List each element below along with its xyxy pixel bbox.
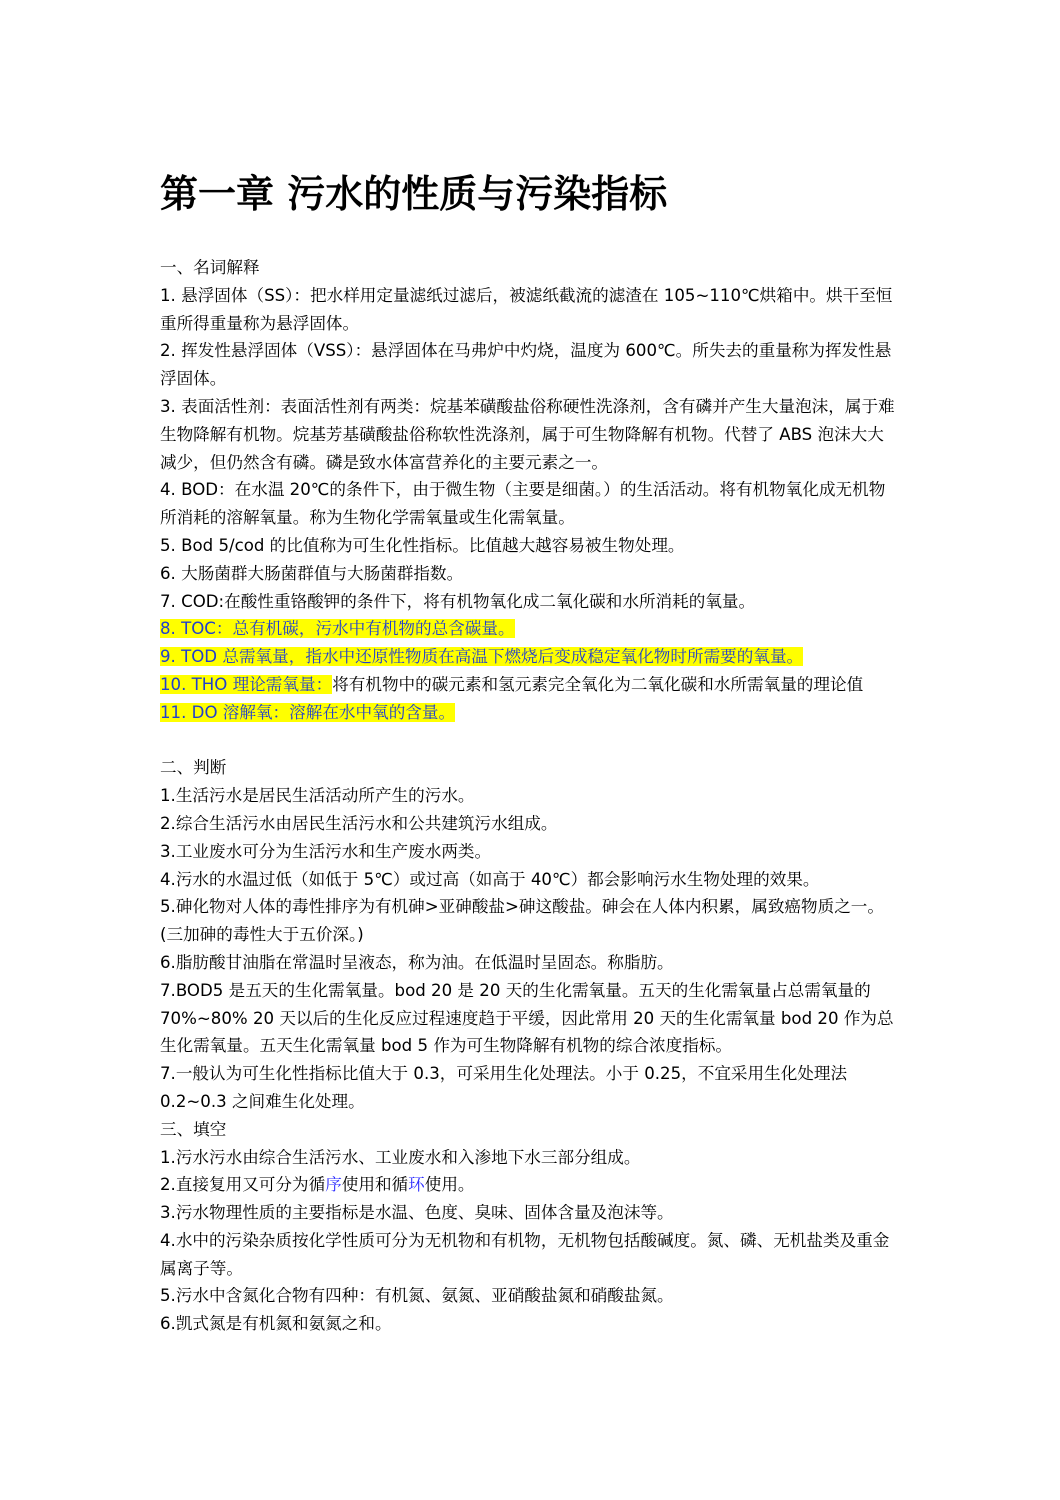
definition-text: 将有机物中的碳元素和氢元素完全氧化为二氧化碳和水所需氧量的理论值: [332, 674, 864, 694]
highlighted-text: 11. DO 溶解氧：溶解在水中氧的含量。: [160, 702, 456, 722]
fill-in-item: 4.水中的污染杂质按化学性质可分为无机物和有机物，无机物包括酸碱度。氮、磷、无机盐类及重金属离子等。: [160, 1230, 890, 1278]
definition-item: 6. 大肠菌群大肠菌群值与大肠菌群指数。: [160, 563, 464, 583]
definition-item: 3. 表面活性剂：表面活性剂有两类：烷基苯磺酸盐俗称硬性洗涤剂，含有磷并产生大量泡沫，属于难生物降解有机物。烷基芳基磺酸盐俗称软性洗涤剂，属于可生物降解有机物。代替了 ABS 泡沫大大减少，但仍然含有磷。磷是致水体富营养化的主要元素之一。: [160, 396, 895, 472]
judgement-item: 5.砷化物对人体的毒性排序为有机砷>亚砷酸盐>砷这酸盐。砷会在人体内积累，属致癌物质之一。(三加砷的毒性大于五价深。): [160, 897, 884, 945]
definition-item: 7. COD:在酸性重铬酸钾的条件下，将有机物氧化成二氧化碳和水所消耗的氧量。: [160, 591, 756, 611]
chapter-title: 第一章 污水的性质与污染指标: [160, 172, 668, 216]
judgement-item: 1.生活污水是居民生活活动所产生的污水。: [160, 786, 475, 806]
fill-in-text: 使用。: [424, 1175, 475, 1195]
judgement-item: 7.BOD5 是五天的生化需氧量。bod 20 是 20 天的生化需氧量。五天的生化需氧量占总需氧量的 70%~80% 20 天以后的生化反应过程速度趋于平缓，因此常用 20 天的生化需氧量 bod 20 作为总生化需氧量。五天生化需氧量 bod 5 作为可生物降解有机物的综合浓度指标。: [160, 980, 894, 1056]
highlighted-text: 9. TOD 总需氧量，指水中还原性物质在高温下燃烧后变成稳定氧化物时所需要的氧量。: [160, 647, 804, 667]
document-body: [160, 254, 900, 1338]
definition-item: 1. 悬浮固体（SS）：把水样用定量滤纸过滤后，被滤纸截流的滤渣在 105~110℃烘箱中。烘干至恒重所得重量称为悬浮固体。: [160, 285, 893, 333]
judgement-item: 7.一般认为可生化性指标比值大于 0.3，可采用生化处理法。小于 0.25，不宜采用生化处理法 0.2~0.3 之间难生化处理。: [160, 1064, 848, 1111]
section-heading-definitions: 一、名词解释: [160, 258, 260, 277]
fill-in-item: 6.凯式氮是有机氮和氨氮之和。: [160, 1314, 392, 1334]
definition-item-highlighted: [160, 643, 900, 671]
section-spacer: [160, 727, 900, 755]
judgement-item: 6.脂肪酸甘油脂在常温时呈液态，称为油。在低温时呈固态。称脂肪。: [160, 952, 674, 972]
judgement-item: 2.综合生活污水由居民生活污水和公共建筑污水组成。: [160, 813, 558, 833]
section-heading-fill-in: 三、填空: [160, 1119, 227, 1139]
fill-in-item: 1.污水污水由综合生活污水、工业废水和入渗地下水三部分组成。: [160, 1147, 641, 1167]
judgement-item: 4.污水的水温过低（如低于 5℃）或过高（如高于 40℃）都会影响污水生物处理的效果。: [160, 869, 820, 889]
definition-item-highlighted: [160, 699, 900, 727]
judgement-item: 3.工业废水可分为生活污水和生产废水两类。: [160, 841, 492, 861]
definition-item: 5. Bod 5/cod 的比值称为可生化性指标。比值越大越容易被生物处理。: [160, 535, 685, 555]
fill-in-blue-text: 序: [325, 1175, 342, 1195]
fill-in-text: 2.直接复用又可分为循: [160, 1175, 326, 1195]
definition-item-highlighted: [160, 615, 900, 643]
definition-item: 2. 挥发性悬浮固体（VSS）：悬浮固体在马弗炉中灼烧，温度为 600℃。所失去的重量称为挥发性悬浮固体。: [160, 341, 892, 389]
fill-in-item: [160, 1171, 900, 1199]
section-heading-judgement: 二、判断: [160, 758, 227, 778]
highlighted-text: 8. TOC：总有机碳，污水中有机物的总含碳量。: [160, 619, 515, 639]
fill-in-item: 5.污水中含氮化合物有四种：有机氮、氨氮、亚硝酸盐氮和硝酸盐氮。: [160, 1286, 674, 1306]
fill-in-item: 3.污水物理性质的主要指标是水温、色度、臭味、固体含量及泡沫等。: [160, 1203, 674, 1223]
definition-item-highlighted: [160, 671, 900, 699]
fill-in-blue-text: 环: [408, 1175, 425, 1195]
highlighted-text: 10. THO 理论需氧量：: [160, 674, 333, 694]
definition-item: 4. BOD：在水温 20℃的条件下，由于微生物（主要是细菌。）的生活活动。将有机物氧化成无机物所消耗的溶解氧量。称为生物化学需氧量或生化需氧量。: [160, 480, 886, 528]
fill-in-text: 使用和循: [341, 1175, 409, 1195]
